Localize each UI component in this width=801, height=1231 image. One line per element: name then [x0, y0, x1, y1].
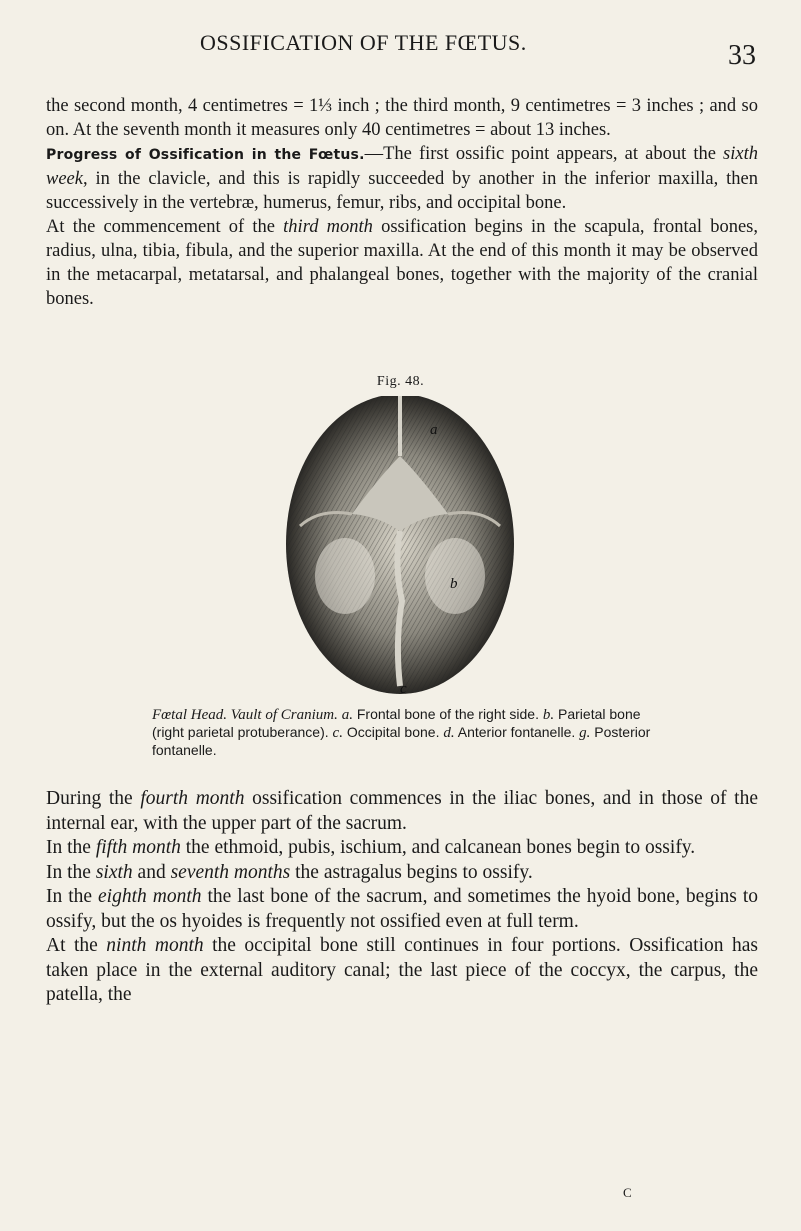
- paragraph-1: the second month, 4 centimetres = 1⅓ inch ; the third month, 9 centimetres = 3 inches ; and so on. At the seventh month it measures only 40 centimetres = about 13 inches.: [46, 96, 758, 140]
- letter-b: b: [450, 576, 458, 592]
- paragraph-2: Progress of Ossification in the Fœtus.—The first ossific point appears, at about the sixth week, in the clavicle, and this is rapidly succeeded by another in the inferior maxilla, then successively in the vertebræ, humerus, femur, ribs, and occipital bone.: [46, 144, 758, 213]
- section-heading: Progress of Ossification in the Fœtus.: [46, 147, 365, 163]
- skull-illustration: [0, 396, 801, 696]
- paragraph-5: In the fifth month the ethmoid, pubis, ischium, and calcanean bones begin to ossify.: [46, 837, 696, 858]
- paragraph-4: During the fourth month ossification commences in the iliac bones, and in those of the internal ear, with the upper part of the sacrum.: [46, 788, 758, 834]
- running-header: OSSIFICATION OF THE FŒTUS.: [200, 30, 527, 55]
- figure-skull-vault: [0, 396, 801, 696]
- paragraph-8: At the ninth month the occipital bone still continues in four portions. Ossification has taken place in the external auditory canal; the last piece of the coccyx, the carpus, the patella, the: [46, 935, 758, 1005]
- top-text: [46, 94, 758, 311]
- page-number: 33: [728, 40, 756, 71]
- letter-c: c: [400, 681, 407, 696]
- figure-caption: Fœtal Head. Vault of Cranium. a. Frontal bone of the right side. b. Parietal bone (right parietal protuberance). c. Occipital bone. d. Anterior fontanelle. g. Posterior fontanelle.: [152, 706, 651, 758]
- paragraph-3: At the commencement of the third month ossification begins in the scapula, frontal bones, radius, ulna, tibia, fibula, and the superior maxilla. At the end of this month it may be observed in the metacarpal, metatarsal, and phalangeal bones, together with the majority of the cranial bones.: [46, 217, 758, 309]
- signature-mark: C: [623, 1185, 632, 1200]
- paragraph-6: In the sixth and seventh months the astragalus begins to ossify.: [46, 861, 533, 883]
- bottom-text: [46, 787, 758, 1008]
- paragraph-7: In the eighth month the last bone of the sacrum, and sometimes the hyoid bone, begins to ossify, but the os hyoides is frequently not ossified even at full term.: [46, 886, 758, 932]
- letter-a: a: [430, 422, 438, 438]
- figure-label: Fig. 48.: [376, 374, 425, 389]
